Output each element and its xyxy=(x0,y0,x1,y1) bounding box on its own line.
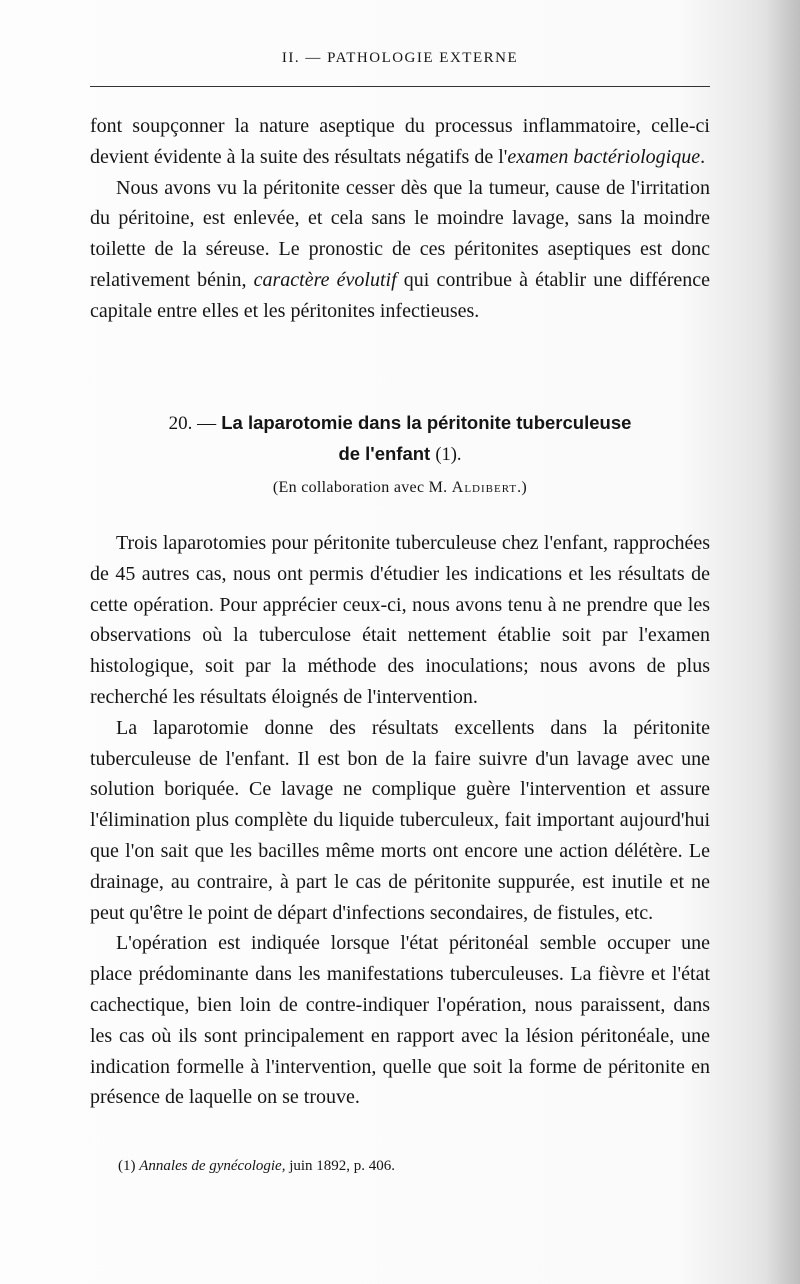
body-paragraph-1: Trois laparotomies pour péritonite tuberculeuse chez l'enfant, rapprochées de 45 autres cas, nous ont permis d'étudier les indications et les résultats de cette opération. Pour apprécier ceux-ci, nous avons tenu à ne prendre que les observations où la tuberculose était nettement établie soit par l'examen histologique, soit par la méthode des inoculations; nous avons de plus recherché les résultats éloignés de l'intervention. xyxy=(90,532,710,708)
header-rule xyxy=(90,86,710,87)
intro-p2-emphasis: caractère évolutif xyxy=(253,268,397,291)
body-paragraph-3: L'opération est indiquée lorsque l'état péritonéal semble occuper une place prédominante dans les manifestations tuberculeuses. La fièvre et l'état cachectique, bien loin de contre-indiquer l'opération, nous paraissent, dans les cas où ils sont principalement en rapport avec la lésion péritonéale, une indication formelle à l'intervention, quelle que soit la forme de péritonite en présence de laquelle on se trouve. xyxy=(90,932,710,1109)
intro-p1-text-b: . xyxy=(700,145,706,168)
section-heading-line-2 xyxy=(90,439,710,470)
collaboration-prefix: (En collaboration avec M. xyxy=(272,479,448,496)
main-text xyxy=(90,528,710,1113)
intro-p2-text-b: qui contribue à établir une différence capitale entre elles et les péritonites infectieuses. xyxy=(90,268,710,322)
collaboration-suffix: .) xyxy=(517,479,528,496)
section-title-line-1: La laparotomie dans la péritonite tuberculeuse xyxy=(221,412,632,433)
intro-p1-emphasis: examen bactériologique xyxy=(507,145,701,168)
footnote-source: Annales de gynécologie, xyxy=(139,1158,286,1174)
intro-text xyxy=(90,111,710,327)
running-head: II. — PATHOLOGIE EXTERNE xyxy=(281,50,519,66)
section-title-line-2: de l'enfant xyxy=(338,443,431,464)
collaboration-note xyxy=(90,479,710,497)
intro-paragraph-1 xyxy=(90,111,710,173)
page-edge-shadow xyxy=(766,0,800,1284)
intro-p2-text-a: Nous avons vu la péritonite cesser dès que la tumeur, cause de l'irritation du péritoine, est enlevée, et cela sans le moindre lavage, sans la moindre toilette de la séreuse. Le pronostic de ces péritonites aseptiques est donc relativement bénin, xyxy=(90,176,710,291)
intro-paragraph-2 xyxy=(90,173,710,327)
footnote xyxy=(118,1155,708,1177)
body-paragraph-2: La laparotomie donne des résultats excellents dans la péritonite tuberculeuse de l'enfant. Il est bon de la faire suivre d'un lavage avec une solution boriquée. Ce lavage ne complique guère l'intervention et assure l'élimination plus complète du liquide tuberculeux, fait important aujourd'hui que l'on sait que les bacilles même morts ont encore une action délétère. Le drainage, au contraire, à part le cas de péritonite suppurée, est inutile et ne peut qu'être le point de départ d'infections secondaires, de fistules, etc. xyxy=(90,716,710,924)
section-heading xyxy=(90,408,710,470)
section-heading-line-1 xyxy=(90,408,710,439)
intro-p1-text-a: font soupçonner la nature aseptique du processus inflammatoire, celle-ci devient évidente à la suite des résultats négatifs de l' xyxy=(90,115,710,168)
section-number: 20. — xyxy=(168,413,217,434)
footnote-details: juin 1892, p. 406. xyxy=(285,1158,396,1174)
footnote-marker: (1) xyxy=(118,1158,136,1174)
collaborator-name: Aldibert xyxy=(451,479,518,496)
footnote-reference: (1). xyxy=(435,445,462,465)
